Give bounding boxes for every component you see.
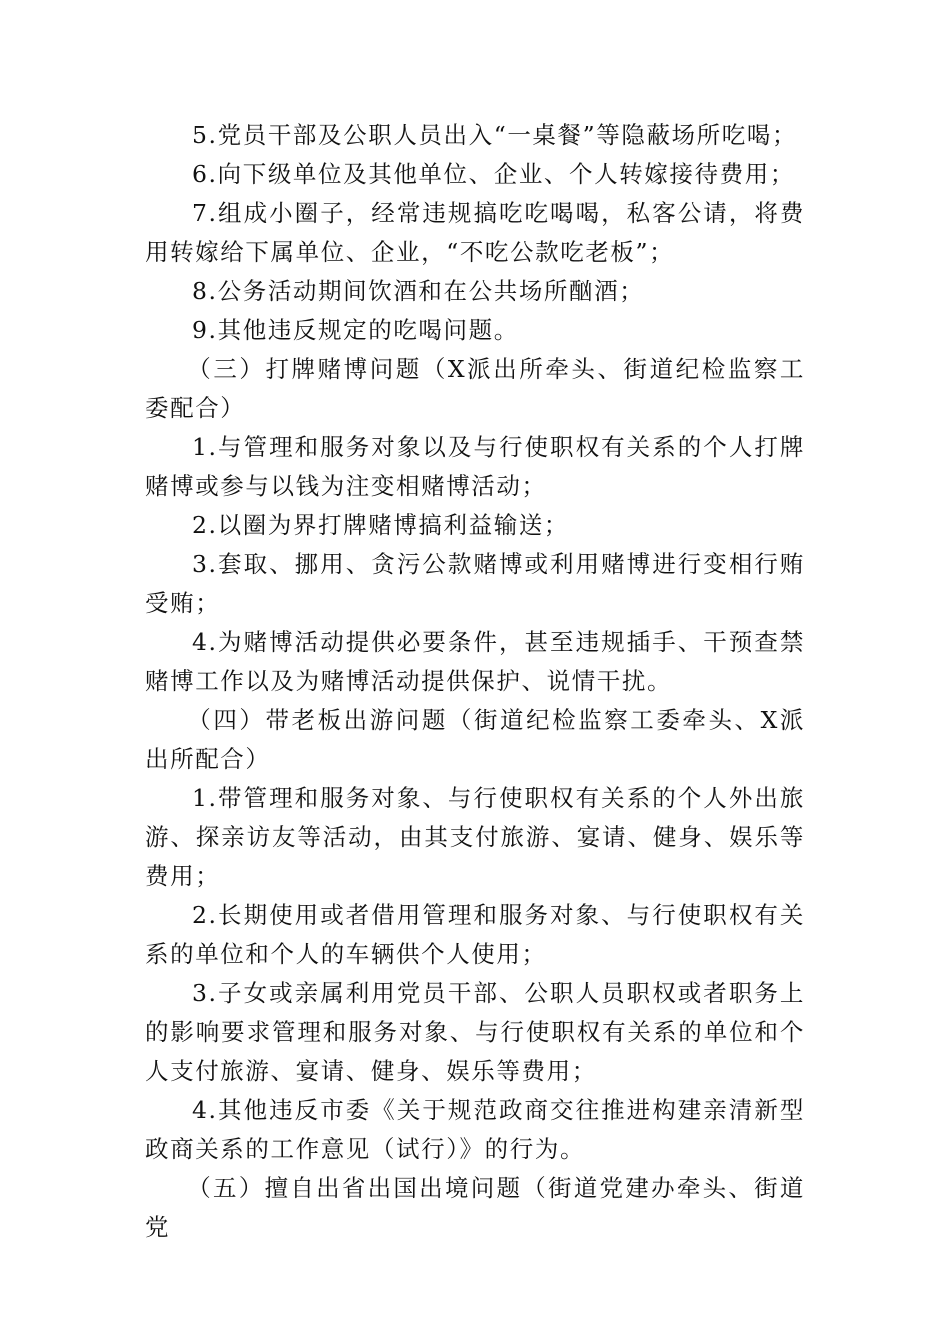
item-gambling-benefit-transfer: 2.以圈为界打牌赌博搞利益输送； bbox=[192, 511, 570, 539]
item-other-violations-opinion: 4.其他违反市委《关于规范政商交往推进构建亲清新型政商关系的工作意见（试行）》的行为。 bbox=[145, 1096, 805, 1163]
item-trips-paid-by-clients: 1.带管理和服务对象、与行使职权有关系的个人外出旅游、探亲访友等活动，由其支付旅游、宴请、健身、娱乐等费用； bbox=[145, 784, 805, 890]
item-borrowing-vehicles: 2.长期使用或者借用管理和服务对象、与行使职权有关系的单位和个人的车辆供个人使用； bbox=[145, 901, 805, 968]
section-heading-unauthorized-travel: （五）擅自出省出国出境问题（街道党建办牵头、街道党 bbox=[145, 1174, 805, 1241]
item-other-dining-issues: 9.其他违反规定的吃喝问题。 bbox=[192, 316, 519, 344]
item-small-circles-dining: 7.组成小圈子，经常违规搞吃吃喝喝，私客公请，将费用转嫁给下属单位、企业，“不吃公款吃老板”； bbox=[145, 199, 805, 266]
item-gambling-with-clients: 1.与管理和服务对象以及与行使职权有关系的个人打牌赌博或参与以钱为注变相赌博活动； bbox=[145, 433, 805, 500]
item-dining-hidden-venues: 5.党员干部及公职人员出入“一桌餐”等隐蔽场所吃喝； bbox=[192, 121, 798, 149]
item-gambling-protection: 4.为赌博活动提供必要条件，甚至违规插手、干预查禁赌博工作以及为赌博活动提供保护、说情干扰。 bbox=[145, 628, 805, 695]
item-transfer-reception-costs: 6.向下级单位及其他单位、企业、个人转嫁接待费用； bbox=[192, 160, 795, 188]
document-body bbox=[145, 116, 805, 1247]
item-public-funds-gambling: 3.套取、挪用、贪污公款赌博或利用赌博进行变相行贿受贿； bbox=[145, 550, 805, 617]
item-relatives-influence: 3.子女或亲属利用党员干部、公职人员职权或者职务上的影响要求管理和服务对象、与行使职权有关系的单位和个人支付旅游、宴请、健身、娱乐等费用； bbox=[145, 979, 805, 1085]
section-heading-boss-trips: （四）带老板出游问题（街道纪检监察工委牵头、X派出所配合） bbox=[145, 706, 805, 773]
section-heading-gambling: （三）打牌赌博问题（X派出所牵头、街道纪检监察工委配合） bbox=[145, 355, 805, 422]
item-drinking-during-duty: 8.公务活动期间饮酒和在公共场所酗酒； bbox=[192, 277, 645, 305]
